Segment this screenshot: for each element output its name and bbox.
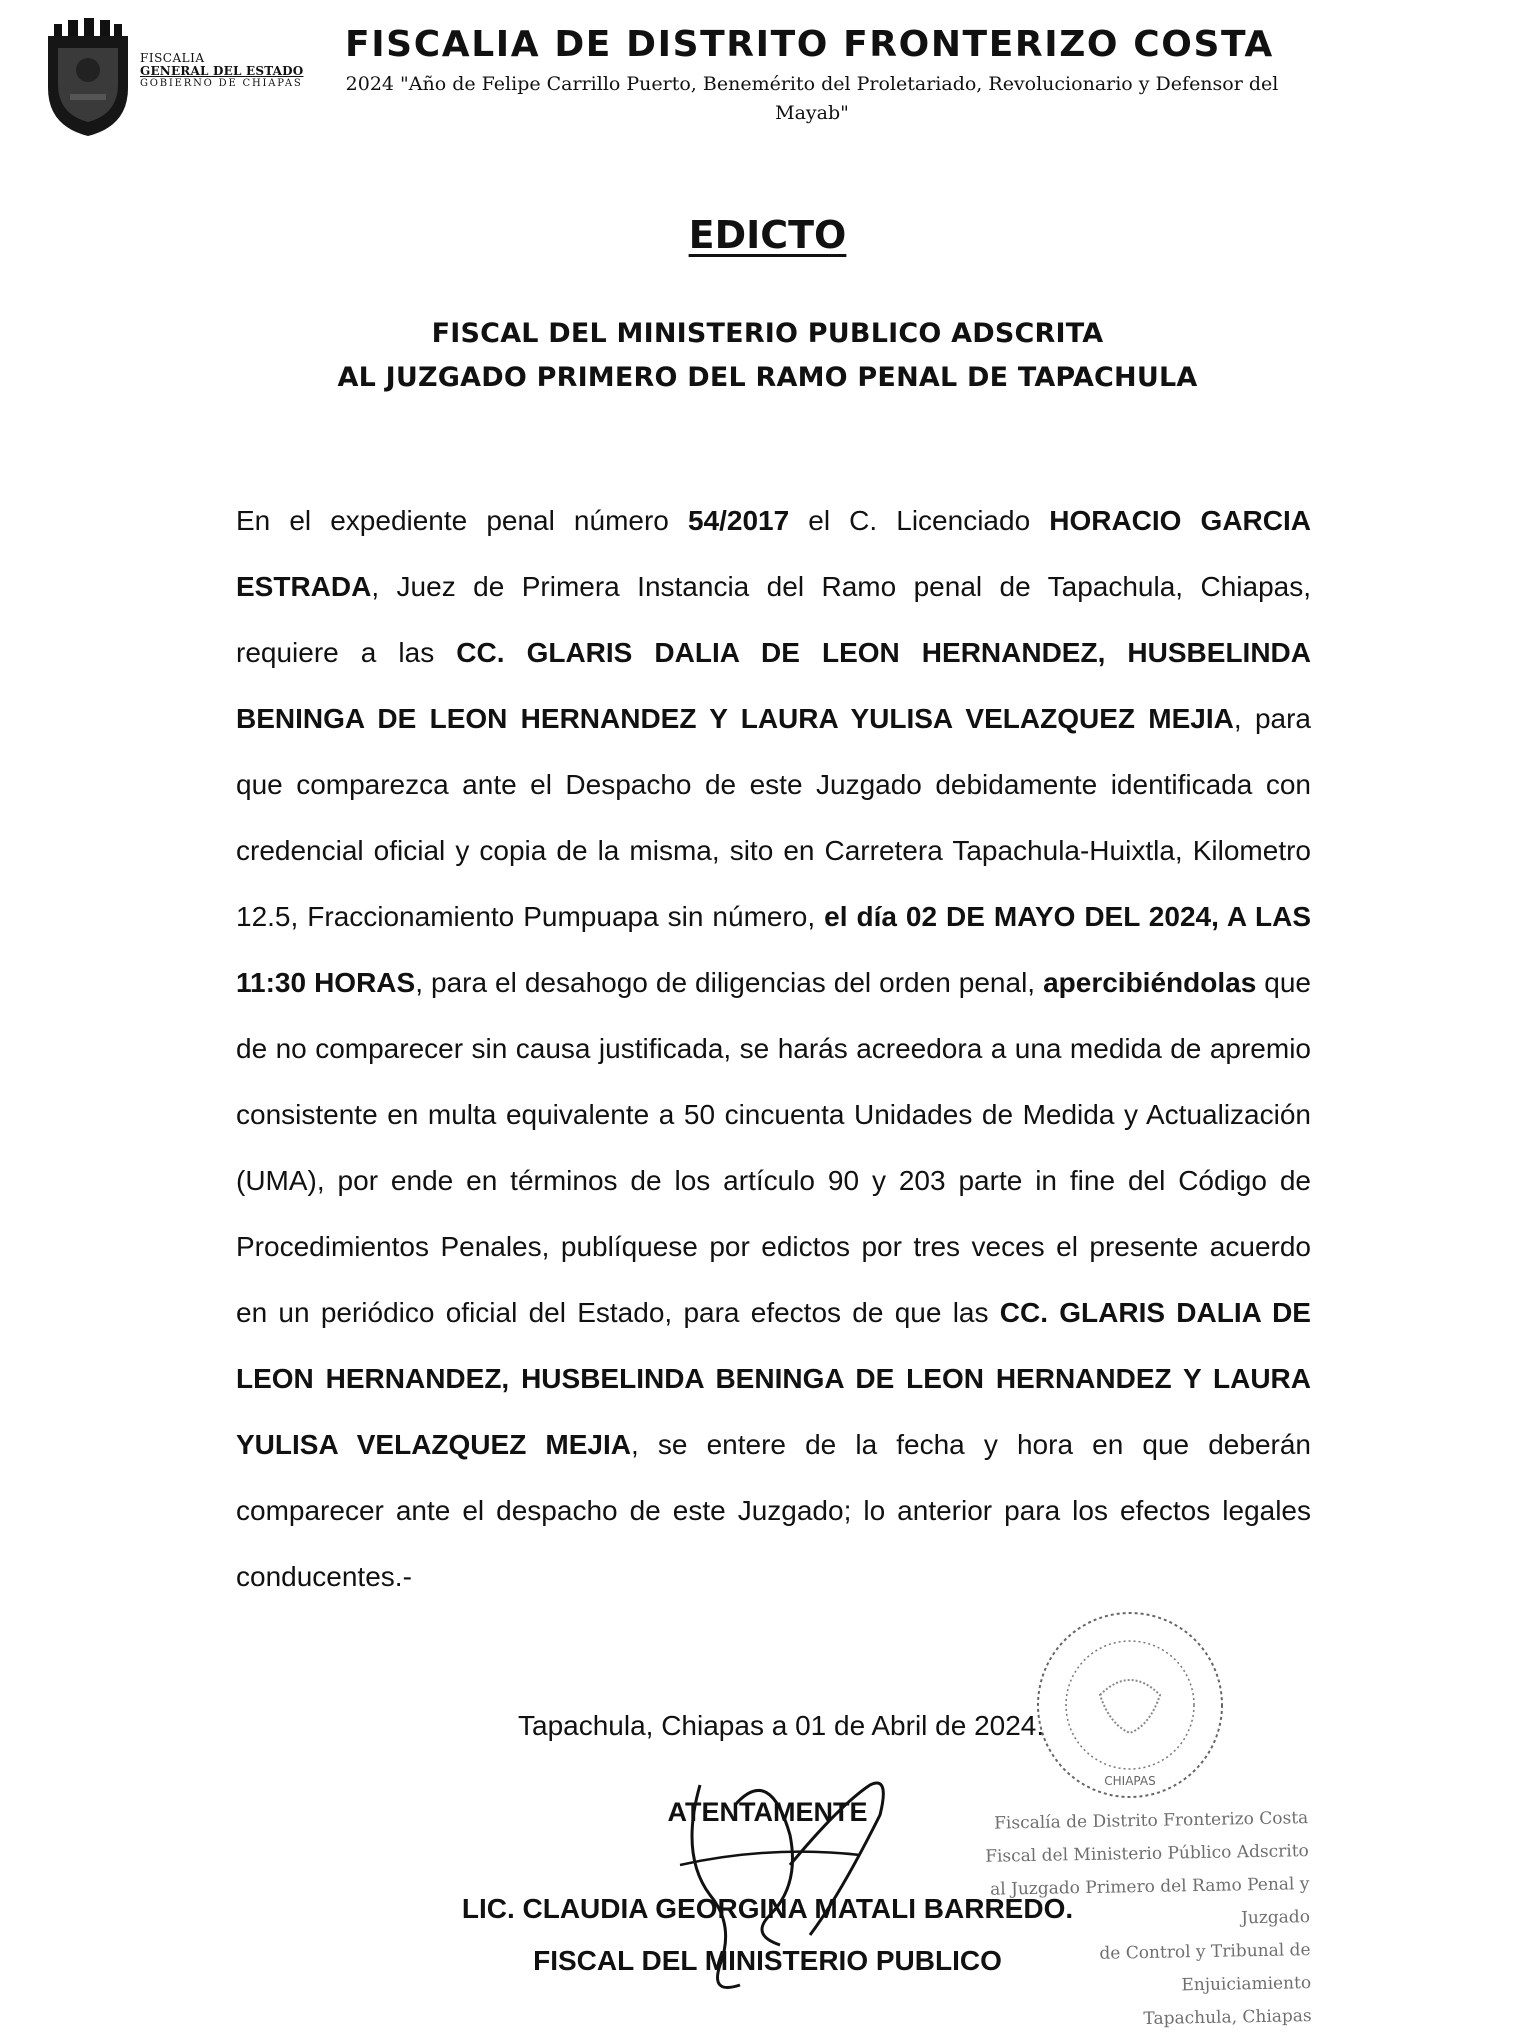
place-date: Tapachula, Chiapas a 01 de Abril de 2024. <box>518 1710 1045 1741</box>
header-title: FISCALIA DE DISTRITO FRONTERIZO COSTA <box>345 24 1274 65</box>
header-motto: 2024 "Año de Felipe Carrillo Puerto, Benemérito del Proletariado, Revolucionario y Defensor del Mayab" <box>345 73 1279 124</box>
subheading-line-2: AL JUZGADO PRIMERO DEL RAMO PENAL DE TAPACHULA <box>337 362 1198 393</box>
summoned-persons-repeat: CC. GLARIS DALIA DE LEON HERNANDEZ, HUSBELINDA BENINGA DE LEON HERNANDEZ Y LAURA YULISA VELAZQUEZ MEJIA <box>236 1297 1311 1460</box>
warning-word: apercibiéndolas <box>1043 967 1257 998</box>
body-text-3: , Juez de Primera Instancia del Ramo penal de Tapachula, Chiapas, requiere a las <box>236 571 1311 668</box>
org-line-2: GENERAL DEL ESTADO <box>140 63 304 78</box>
stamp-line: Fiscalía de Distrito Fronterizo Costa <box>993 1808 1309 1834</box>
stamp-line: Tapachula, Chiapas <box>1143 2006 1312 2030</box>
case-number: 54/2017 <box>687 505 790 536</box>
body-text-1: En el expediente penal número <box>236 505 688 536</box>
body-text-4: , para que comparezca ante el Despacho de este Juzgado debidamente identificada con credencial oficial y copia de la misma, sito en Carretera Tapachula-Huixtla, Kilometro 12.5, Fraccionamiento Pumpuapa sin número, <box>236 703 1312 932</box>
body-text-6: que de no comparecer sin causa justificada, se harás acreedora a una medida de apremio consistente en multa equivalente a 50 cincuenta Unidades de Medida y Actualización (UMA), por ende en términos de los artículo 90 y 203 parte in fine del Código de Procedimientos Penales, publíquese por edictos por tres veces el presente acuerdo en un periódico oficial del Estado, para efectos de que las <box>236 967 1311 1328</box>
stamp-line: al Juzgado Primero del Ramo Penal y Juzgado <box>989 1874 1311 1929</box>
coat-of-arms-icon <box>42 18 134 138</box>
closing-atentamente: ATENTAMENTE <box>667 1797 868 1827</box>
judge-name: HORACIO GARCIA ESTRADA <box>236 505 1311 602</box>
subheading-line-1: FISCAL DEL MINISTERIO PUBLICO ADSCRITA <box>431 318 1104 349</box>
body-text-4b: el día <box>824 901 906 932</box>
document-title-text: EDICTO <box>688 213 847 257</box>
signer-name: LIC. CLAUDIA GEORGINA MATALI BARREDO. <box>461 1893 1074 1924</box>
org-line-1: FISCALIA <box>140 51 205 65</box>
hearing-datetime: 02 DE MAYO DEL 2024, A LAS 11:30 HORAS <box>236 901 1311 998</box>
edict-body <box>236 488 1311 1610</box>
stamp-line: Fiscal del Ministerio Público Adscrito <box>985 1841 1309 1867</box>
document-title <box>0 213 1535 257</box>
org-name <box>140 52 310 90</box>
body-text-7: , se entere de la fecha y hora en que deberán comparecer ante el despacho de este Juzgado; lo anterior para los efectos legales conducentes.- <box>236 1429 1311 1592</box>
org-line-3: GOBIERNO DE CHIAPAS <box>140 78 303 90</box>
summoned-persons: CC. GLARIS DALIA DE LEON HERNANDEZ, HUSBELINDA BENINGA DE LEON HERNANDEZ Y LAURA YULISA VELAZQUEZ MEJIA <box>236 637 1311 734</box>
seal-text: CHIAPAS <box>1104 1774 1156 1788</box>
body-text-5: , para el desahogo de diligencias del orden penal, <box>415 967 1044 998</box>
official-seal-icon <box>1030 1605 1230 1805</box>
body-text-2: el C. Licenciado <box>789 505 1050 536</box>
signer-role: FISCAL DEL MINISTERIO PUBLICO <box>533 1945 1002 1976</box>
stamp-line: de Control y Tribunal de Enjuiciamiento <box>1099 1940 1312 1996</box>
